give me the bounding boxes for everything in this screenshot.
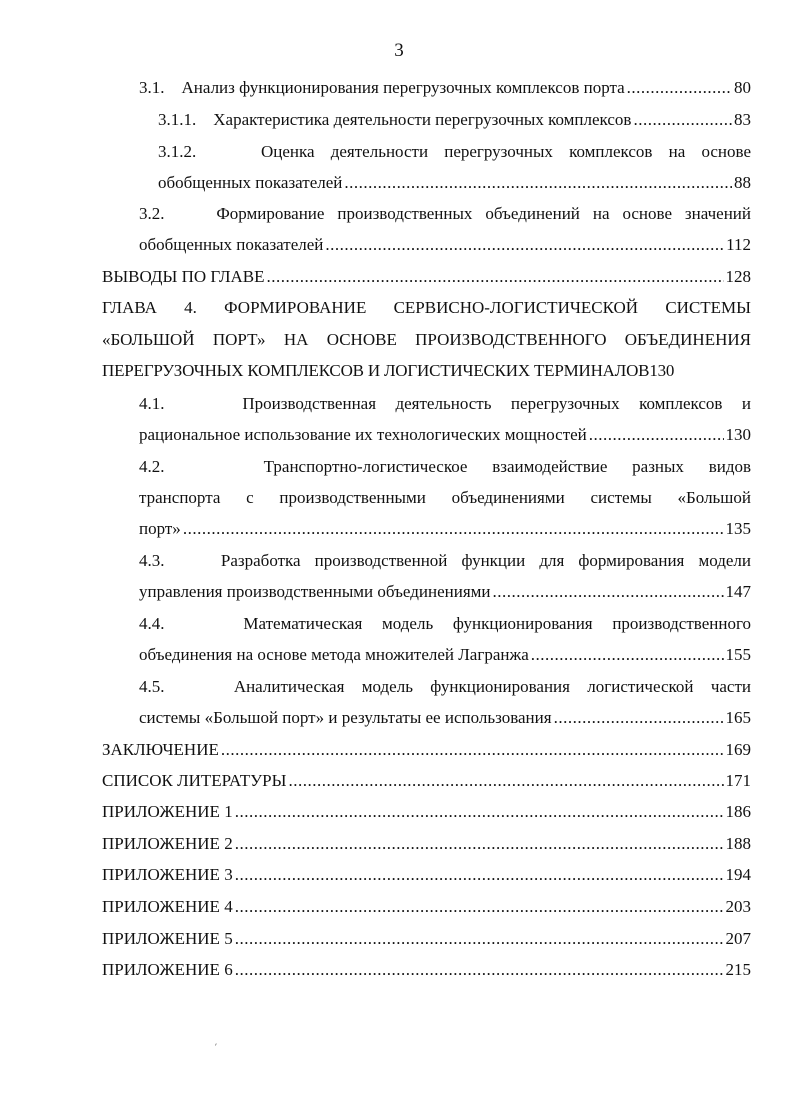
page-ref: 171 [725, 771, 751, 790]
section-title-cont: рациональное использование их технологических мощностей [139, 425, 587, 444]
dot-leader [325, 234, 724, 256]
page-ref: 186 [725, 802, 751, 821]
page-ref: 188 [725, 834, 751, 853]
toc-entry-4-5-cont[interactable] [139, 707, 751, 729]
toc-entry-conclusion[interactable] [102, 739, 751, 761]
toc-entry-4-2-line3[interactable] [139, 518, 751, 540]
page-ref: 155 [725, 645, 751, 664]
section-title: Анализ функционирования перегрузочных комплексов порта [181, 78, 625, 97]
page-ref: 130 [649, 361, 675, 380]
page-ref: 80 [734, 78, 751, 97]
section-title: Разработка производственной функции для формирования модели [220, 551, 751, 570]
toc-entry-4-2[interactable] [139, 456, 751, 478]
section-number: 4.2. [139, 457, 165, 476]
toc-entry-appendix-5[interactable] [102, 928, 751, 950]
dot-leader [183, 518, 724, 540]
page-ref: 130 [725, 425, 751, 444]
section-title-cont: порт» [139, 519, 181, 538]
toc-entry-4-1-cont[interactable] [139, 424, 751, 446]
section-title: СПИСОК ЛИТЕРАТУРЫ [102, 771, 287, 790]
page-ref: 169 [725, 740, 751, 759]
section-title-cont: объединения на основе метода множителей Лагранжа [139, 645, 529, 664]
page-ref: 135 [725, 519, 751, 538]
section-title: Аналитическая модель функционирования логистической части [233, 677, 751, 696]
scan-artifact-mark: ˊ [213, 1041, 223, 1055]
chapter-title: ГЛАВА 4. ФОРМИРОВАНИЕ СЕРВИСНО-ЛОГИСТИЧЕСКОЙ СИСТЕМЫ [102, 298, 751, 317]
page-ref: 147 [725, 582, 751, 601]
section-title: ВЫВОДЫ ПО ГЛАВЕ [102, 267, 265, 286]
section-title: ПРИЛОЖЕНИЕ 6 [102, 960, 233, 979]
toc-entry-4-1[interactable] [139, 393, 751, 415]
section-number: 4.5. [139, 677, 165, 696]
dot-leader [221, 739, 724, 761]
page-ref: 207 [725, 929, 751, 948]
toc-entry-references[interactable] [102, 770, 751, 792]
toc-entry-3-1-1[interactable] [158, 109, 751, 131]
section-title: Формирование производственных объединений на основе значений [216, 204, 752, 223]
page-ref: 194 [725, 865, 751, 884]
section-title: ПРИЛОЖЕНИЕ 1 [102, 802, 233, 821]
toc-entry-chapter-4-line3[interactable] [102, 360, 751, 382]
section-number: 3.1.1. [158, 110, 197, 129]
toc-entry-3-2[interactable] [139, 203, 751, 225]
section-title: Транспортно-логистическое взаимодействие разных видов [263, 457, 752, 476]
toc-entry-appendix-1[interactable] [102, 801, 751, 823]
dot-leader [493, 581, 724, 603]
section-title: Производственная деятельность перегрузочных комплексов и [242, 394, 751, 413]
toc-entry-conclusions[interactable] [102, 266, 751, 288]
toc-entry-4-5[interactable] [139, 676, 751, 698]
toc-entry-4-3-cont[interactable] [139, 581, 751, 603]
toc-entry-4-3[interactable] [139, 550, 751, 572]
toc-entry-appendix-6[interactable] [102, 959, 751, 981]
toc-entry-appendix-3[interactable] [102, 864, 751, 886]
toc-entry-appendix-2[interactable] [102, 833, 751, 855]
section-title: Оценка деятельности перегрузочных комплексов на основе [260, 142, 751, 161]
section-title: ЗАКЛЮЧЕНИЕ [102, 740, 219, 759]
dot-leader [589, 424, 724, 446]
toc-entry-chapter-4[interactable] [102, 297, 751, 319]
section-title-cont: обобщенных показателей [158, 173, 343, 192]
page-ref: 128 [725, 267, 751, 286]
section-number: 3.1. [139, 78, 165, 97]
toc-entry-3-1[interactable] [139, 77, 751, 99]
section-title: ПРИЛОЖЕНИЕ 3 [102, 865, 233, 884]
section-title: Математическая модель функционирования производственного [243, 614, 751, 633]
dot-leader [288, 770, 723, 792]
section-number: 3.1.2. [158, 142, 197, 161]
section-number: 4.3. [139, 551, 165, 570]
dot-leader [235, 928, 724, 950]
section-title: ПРИЛОЖЕНИЕ 2 [102, 834, 233, 853]
page-ref: 112 [726, 235, 751, 254]
dot-leader [344, 172, 732, 194]
dot-leader [554, 707, 724, 729]
dot-leader [627, 77, 732, 99]
section-title: ПРИЛОЖЕНИЕ 5 [102, 929, 233, 948]
dot-leader [633, 109, 732, 131]
section-title-cont: обобщенных показателей [139, 235, 324, 254]
section-number: 3.2. [139, 204, 165, 223]
dot-leader [531, 644, 724, 666]
toc-entry-4-4[interactable] [139, 613, 751, 635]
page-ref: 203 [725, 897, 751, 916]
dot-leader [267, 266, 724, 288]
section-title-cont: системы «Большой порт» и результаты ее использования [139, 708, 552, 727]
chapter-title-cont: «БОЛЬШОЙ ПОРТ» НА ОСНОВЕ ПРОИЗВОДСТВЕННОГО ОБЪЕДИНЕНИЯ [102, 330, 751, 349]
toc-entry-3-2-cont[interactable] [139, 234, 751, 256]
page-ref: 215 [725, 960, 751, 979]
page-ref: 83 [734, 110, 751, 129]
toc-entry-chapter-4-line2[interactable] [102, 329, 751, 351]
dot-leader [235, 833, 724, 855]
section-number: 4.4. [139, 614, 165, 633]
chapter-title-cont: ПЕРЕГРУЗОЧНЫХ КОМПЛЕКСОВ И ЛОГИСТИЧЕСКИХ ТЕРМИНАЛОВ [102, 361, 650, 380]
dot-leader [235, 959, 724, 981]
section-title-cont: транспорта с производственными объединениями системы «Большой [139, 488, 751, 507]
section-title-cont: управления производственными объединениями [139, 582, 491, 601]
toc-entry-4-4-cont[interactable] [139, 644, 751, 666]
page-ref: 88 [734, 173, 751, 192]
page-ref: 165 [725, 708, 751, 727]
dot-leader [235, 801, 724, 823]
toc-entry-3-1-2[interactable] [158, 141, 751, 163]
dot-leader [235, 864, 724, 886]
dot-leader [235, 896, 724, 918]
section-title: Характеристика деятельности перегрузочных комплексов [213, 110, 632, 129]
toc-entry-3-1-2-cont[interactable] [158, 172, 751, 194]
section-number: 4.1. [139, 394, 165, 413]
page-number: 3 [394, 40, 404, 61]
toc-entry-appendix-4[interactable] [102, 896, 751, 918]
toc-entry-4-2-line2[interactable] [139, 487, 751, 509]
section-title: ПРИЛОЖЕНИЕ 4 [102, 897, 233, 916]
